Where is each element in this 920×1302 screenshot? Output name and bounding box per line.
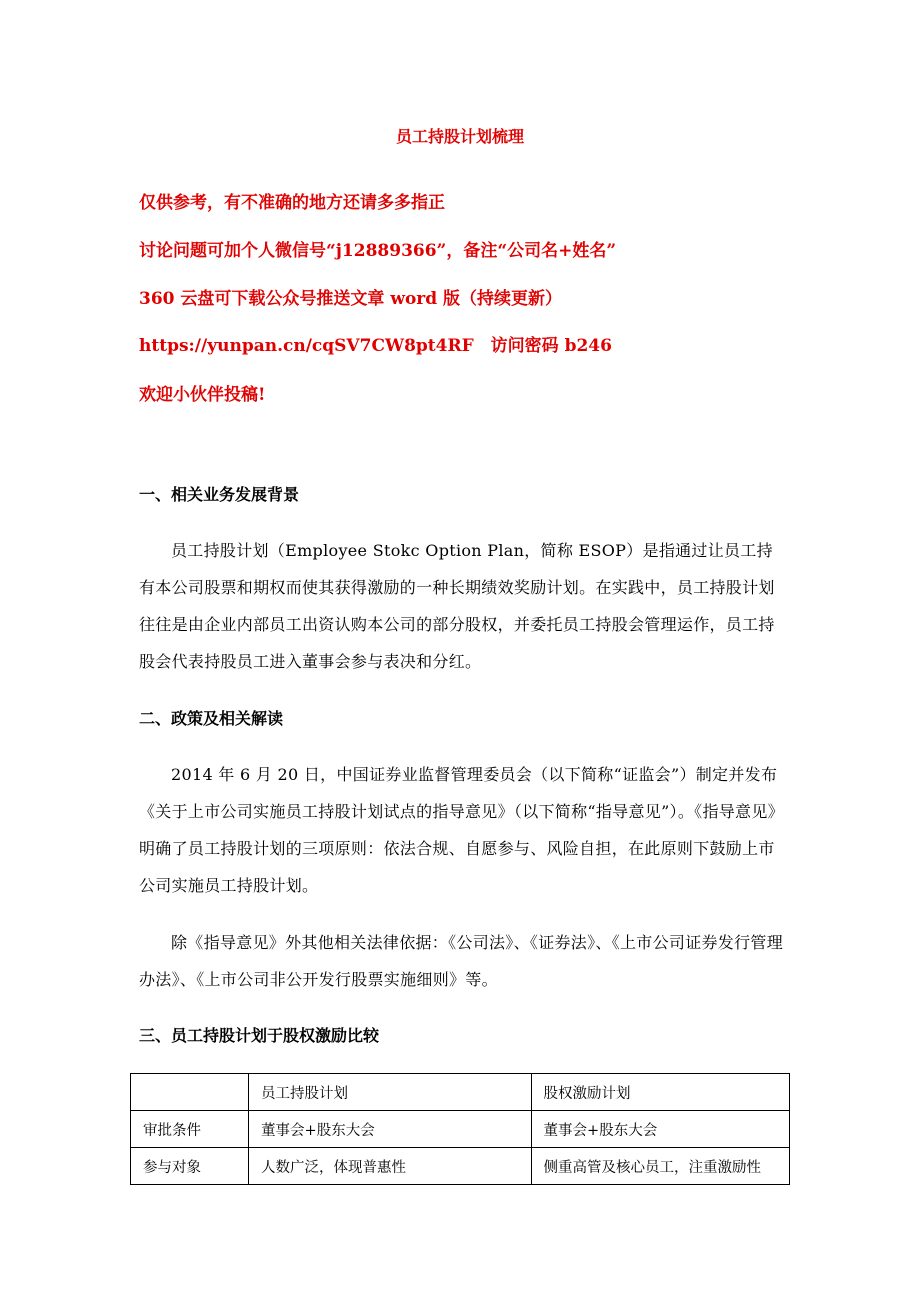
table-row [131,1148,790,1185]
document-title: 员工持股计划梳理 [395,127,524,146]
notice-line-3: 360 云盘可下载公众号推送文章 word 版（持续更新） [139,289,563,309]
table-cell: 人数广泛，体现普惠性 [249,1148,532,1185]
table-cell: 侧重高管及核心员工，注重激励性 [531,1148,789,1185]
section-2-paragraph-2: 除《指导意见》外其他相关法律依据：《公司法》、《证券法》、《上市公司证券发行管理办法》、《上市公司非公开发行股票实施细则》等。 [139,933,784,989]
section-heading-2: 二、政策及相关解读 [139,709,284,728]
table-header-cell: 股权激励计划 [531,1074,789,1111]
notice-line-2: 讨论问题可加个人微信号“j12889366”，备注“公司名+姓名” [139,241,617,261]
table-cell: 董事会+股东大会 [531,1111,789,1148]
notice-line-5: 欢迎小伙伴投稿! [139,385,266,405]
table-header-row [131,1074,790,1111]
comparison-table [130,1073,790,1185]
section-2-paragraph-1: 2014 年 6 月 20 日，中国证券业监督管理委员会（以下简称“证监会”）制定并发布《关于上市公司实施员工持股计划试点的指导意见》（以下简称“指导意见”）。《指导意见》明确了员工持股计划的三项原则：依法合规、自愿参与、风险自担，在此原则下鼓励上市公司实施员工持股计划。 [139,765,784,895]
notice-link-line[interactable]: https://yunpan.cn/cqSV7CW8pt4RF 访问密码 b246 [139,336,612,356]
table-header-cell: 员工持股计划 [249,1074,532,1111]
table-cell: 审批条件 [131,1111,249,1148]
table-header-cell [131,1074,249,1111]
table-cell: 董事会+股东大会 [249,1111,532,1148]
table-cell: 参与对象 [131,1148,249,1185]
section-heading-1: 一、相关业务发展背景 [139,485,300,504]
notice-line-1: 仅供参考，有不准确的地方还请多多指正 [139,193,445,213]
section-heading-3: 三、员工持股计划于股权激励比较 [139,1026,380,1045]
table-row [131,1111,790,1148]
section-1-paragraph: 员工持股计划（Employee Stokc Option Plan，简称 ESOP）是指通过让员工持有本公司股票和期权而使其获得激励的一种长期绩效奖励计划。在实践中，员工持股计划往往是由企业内部员工出资认购本公司的部分股权，并委托员工持股会管理运作，员工持股会代表持股员工进入董事会参与表决和分红。 [139,541,775,671]
